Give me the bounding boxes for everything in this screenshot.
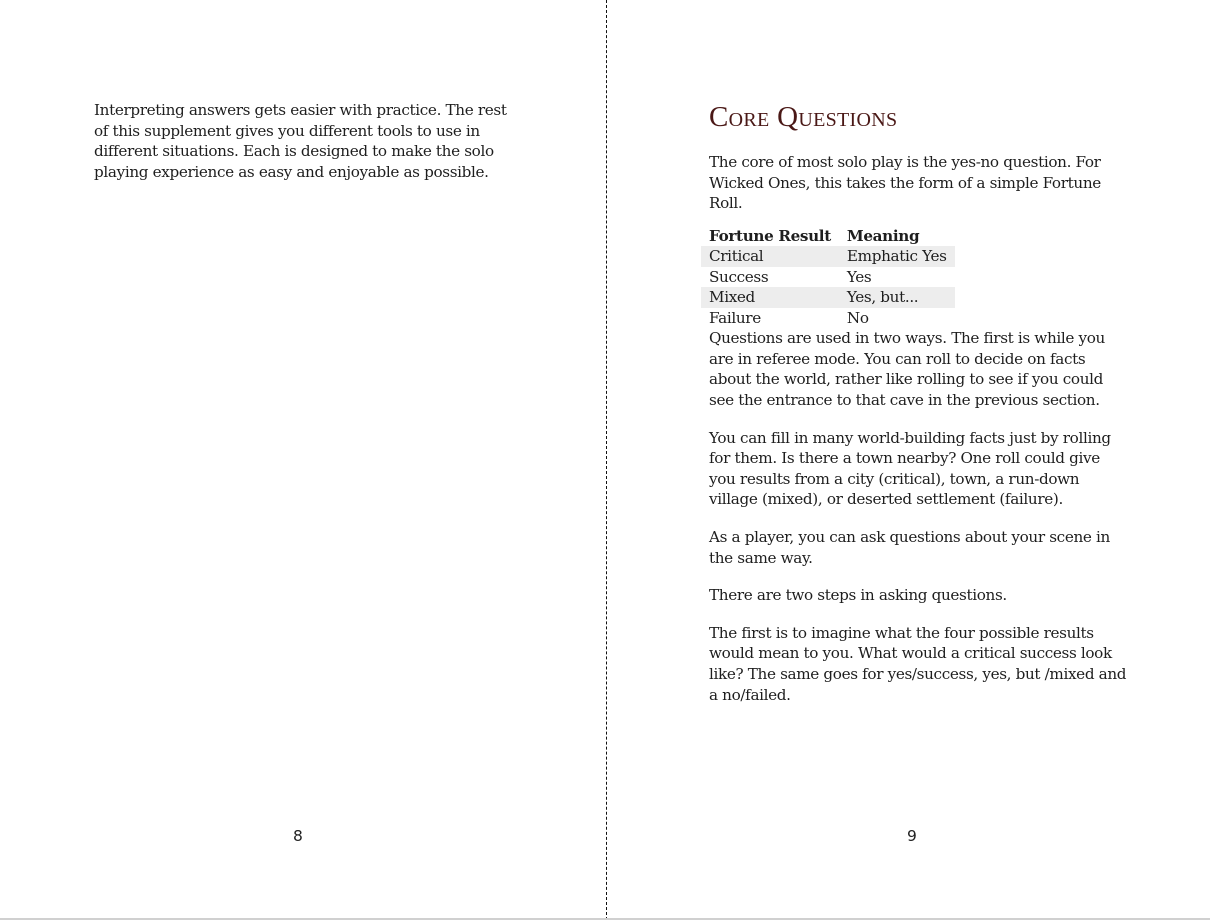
table-cell: Emphatic Yes bbox=[839, 246, 955, 267]
table-cell: Mixed bbox=[701, 287, 839, 308]
table-header: Meaning bbox=[846, 226, 920, 245]
table-cell: Success bbox=[709, 267, 769, 286]
fortune-table bbox=[701, 226, 955, 329]
body-paragraph: As a player, you can ask questions about your scene in the same way. bbox=[709, 528, 1110, 567]
table-cell: Yes, but... bbox=[839, 287, 955, 308]
section-intro: The core of most solo play is the yes-no question. For Wicked Ones, this takes the form of a simple Fortune Roll. bbox=[709, 153, 1101, 213]
body-paragraph: Questions are used in two ways. The first is while you are in referee mode. You can roll to decide on facts about the world, rather like rolling to see if you could see the entrance to that cave in the previous section. bbox=[709, 329, 1105, 410]
page-9 bbox=[608, 0, 1210, 918]
table-header-row bbox=[701, 226, 955, 247]
table-cell: Failure bbox=[709, 308, 761, 327]
table-row bbox=[701, 246, 955, 267]
page-number: 8 bbox=[293, 827, 303, 845]
section-body bbox=[709, 152, 1129, 722]
section-heading: Core Questions bbox=[709, 101, 898, 133]
table-cell: Yes bbox=[846, 267, 872, 286]
table-cell: No bbox=[846, 308, 869, 327]
body-paragraph: You can fill in many world-building facts just by rolling for them. Is there a town nearby? One roll could give you results from a city (critical), town, a run-down village (mixed), or deserted settlement (failure). bbox=[709, 428, 1111, 509]
body-paragraph: There are two steps in asking questions. bbox=[709, 586, 1007, 605]
table-cell: Critical bbox=[701, 246, 839, 267]
table-header: Fortune Result bbox=[709, 226, 831, 245]
page-number: 9 bbox=[907, 827, 917, 845]
page-8 bbox=[0, 0, 606, 918]
table-row bbox=[701, 308, 955, 329]
table-row bbox=[701, 267, 955, 288]
page-gutter-divider bbox=[606, 0, 607, 920]
table-row bbox=[701, 287, 955, 308]
intro-paragraph: Interpreting answers gets easier with practice. The rest of this supplement gives you different tools to use in different situations. Each is designed to make the solo playing experience as easy and enjoyable as possible. bbox=[94, 101, 507, 181]
body-paragraph: The first is to imagine what the four possible results would mean to you. What would a critical success look like? The same goes for yes/success, yes, but /mixed and a no/failed. bbox=[709, 623, 1127, 704]
